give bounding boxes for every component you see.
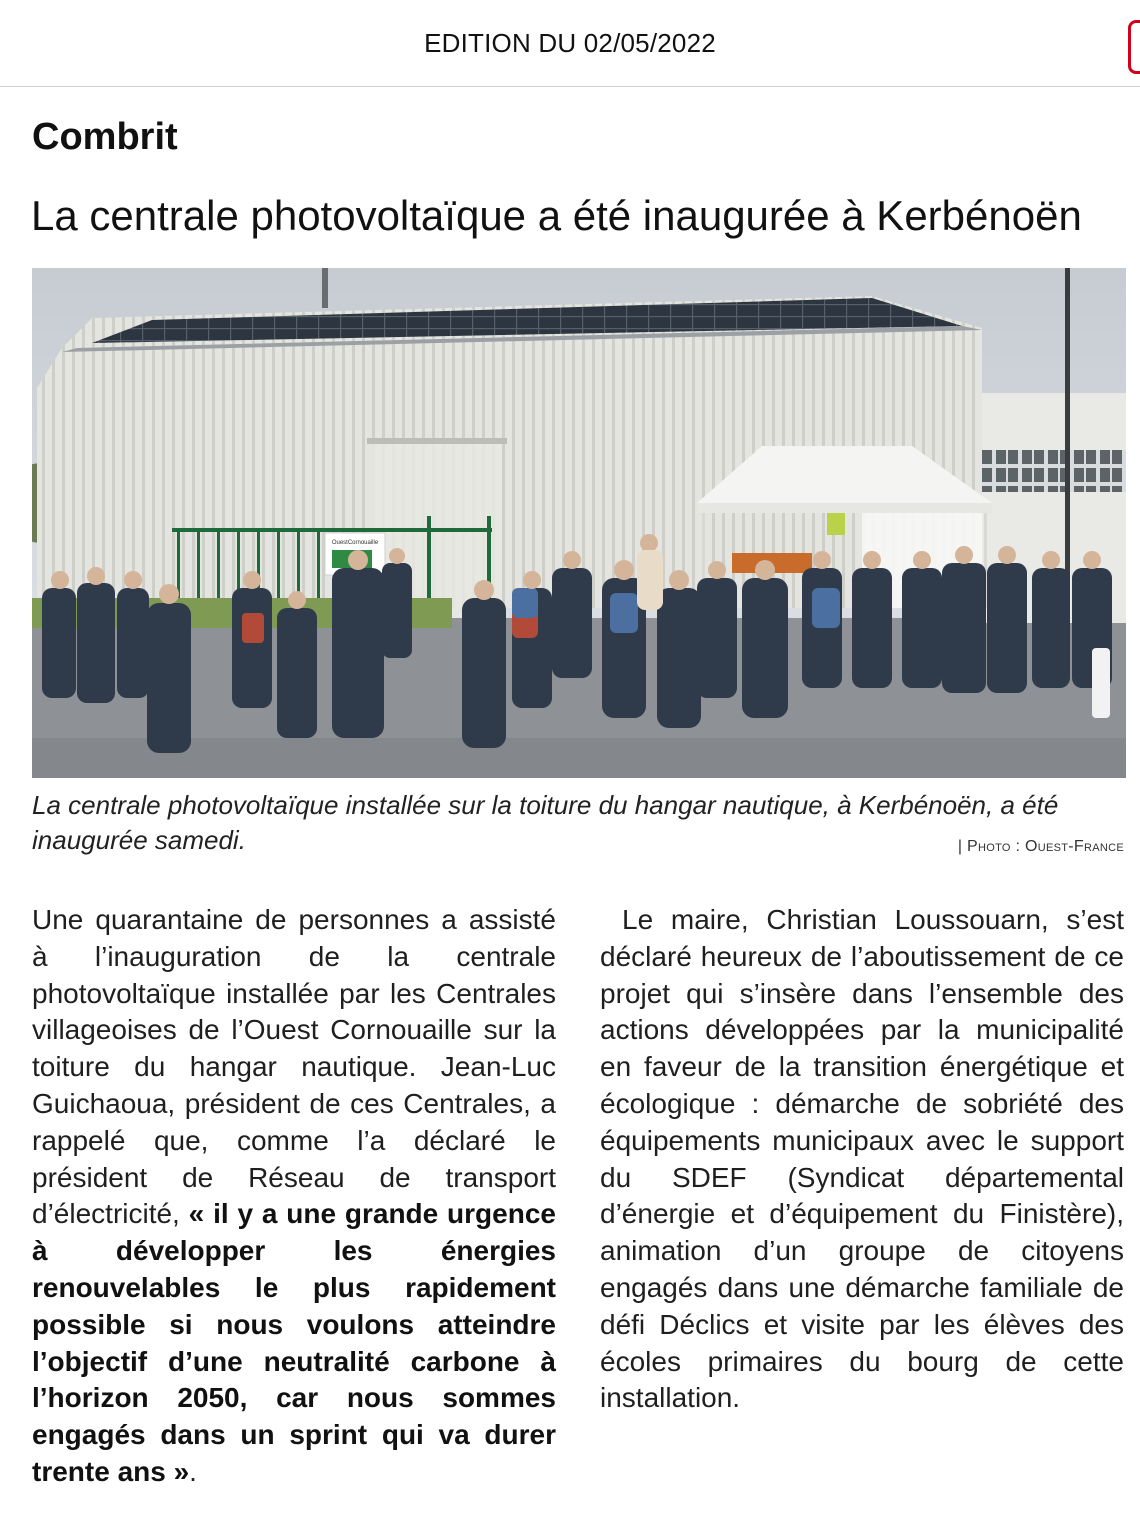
- banner-text: OuestCornouaille: [331, 540, 379, 546]
- article-column-left: [32, 902, 556, 1491]
- photo-illustration: [32, 268, 1126, 778]
- quote-end: .: [189, 1455, 197, 1487]
- article-photo: [32, 268, 1126, 778]
- photo-caption: La centrale photovoltaïque installée sur la toiture du hangar nautique, à Kerbénoën, a été inaugurée samedi.: [32, 790, 1059, 855]
- paragraph-intro: [32, 902, 556, 1491]
- side-tab[interactable]: [1128, 20, 1140, 74]
- intro-text: Une quarantaine de personnes a assisté à l’inauguration de la centrale photovoltaïque installée par les Centrales villageoises de l’Ouest Cornouaille sur la toiture du hangar nautique. Jean-Luc Guichaoua, président de ces Centrales, a rappelé que, comme l’a déclaré le président de Réseau de transport d’électricité,: [32, 904, 556, 1230]
- edition-date: EDITION DU 02/05/2022: [424, 28, 716, 58]
- quote-text: « il y a une grande urgence à développer les énergies renouvelables le plus rapidement possible si nous voulons atteindre l’objectif d’une neutralité carbone à l’horizon 2050, car nous sommes engagés dans un sprint qui va durer trente ans »: [32, 1198, 556, 1487]
- edition-header: [0, 0, 1140, 87]
- article-headline: La centrale photovoltaïque a été inaugurée à Kerbénoën: [31, 192, 1082, 239]
- section-title: Combrit: [32, 116, 178, 158]
- article-column-right: [600, 902, 1124, 1417]
- photo-credit: | Photo : Ouest-France: [957, 838, 1124, 855]
- paragraph-mayor: Le maire, Christian Loussouarn, s’est déclaré heureux de l’aboutissement de ce projet qui s’insère dans l’ensemble des actions développées par la municipalité en faveur de la transition énergétique et écologique : démarche de sobriété des équipements municipaux avec le support du SDEF (Syndicat départemental d’énergie et d’équipement du Finistère), animation d’un groupe de citoyens engagés dans une démarche familiale de défi Déclics et visite par les élèves des écoles primaires du bourg de cette installation.: [600, 904, 1124, 1414]
